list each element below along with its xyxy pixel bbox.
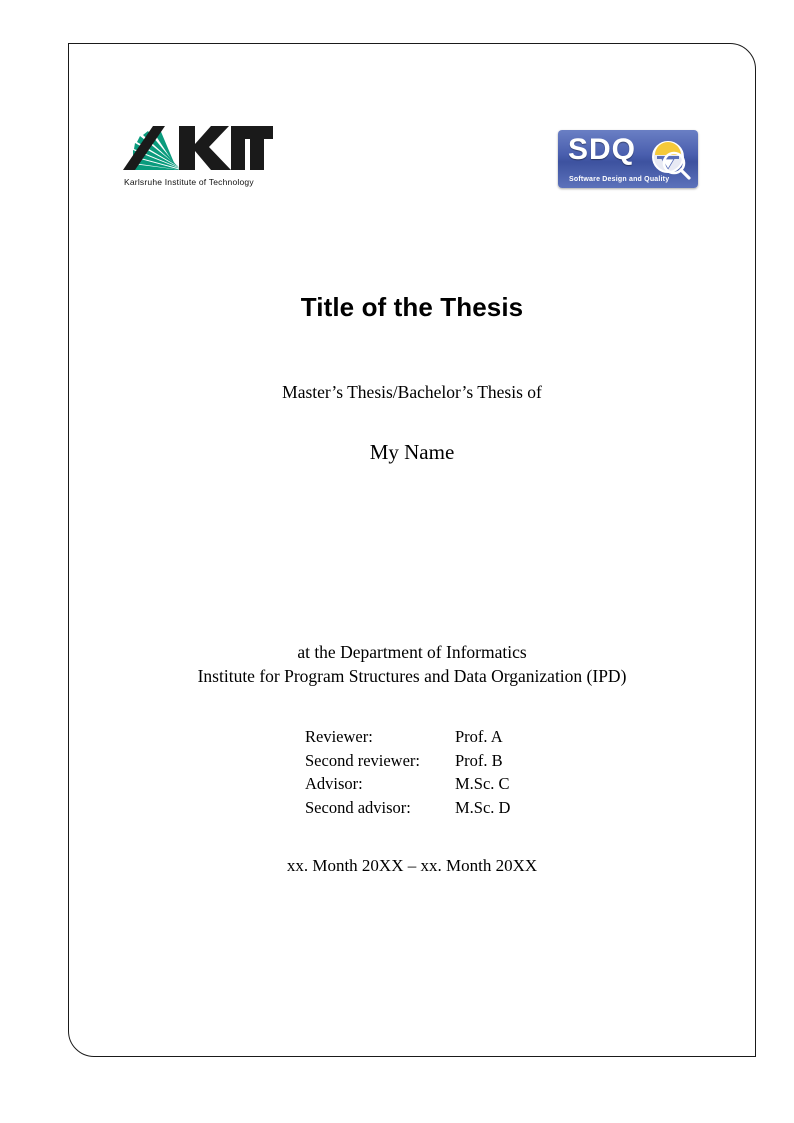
department-line-1: at the Department of Informatics [297,642,527,662]
reviewer-role-label: Reviewer: [305,727,373,746]
second-reviewer-name: Prof. B [455,750,503,770]
author-name: My Name [369,440,455,464]
second-advisor-name: M.Sc. D [455,797,511,817]
sdq-logo-wordmark: SDQ [568,133,637,166]
table-row [305,772,510,796]
sdq-logo-tagline: Software Design and Quality [569,176,670,183]
table-row [305,749,510,773]
kit-logo-subtitle: Karlsruhe Institute of Technology [124,177,254,187]
people-table [305,725,510,819]
thesis-type-line: Master’s Thesis/Bachelor’s Thesis of [282,382,542,402]
sdq-logo [558,130,698,188]
logo-row [68,110,756,220]
second-reviewer-role-label: Second reviewer: [305,750,420,770]
department-block [68,640,756,688]
second-advisor-role-label: Second advisor: [305,797,411,817]
advisor-name: M.Sc. C [455,774,510,793]
department-line-2: Institute for Program Structures and Data Organization (IPD) [197,666,627,686]
date-range: xx. Month 20XX – xx. Month 20XX [286,856,538,875]
table-row [305,796,510,820]
sdq-seal-icon [648,137,692,181]
table-row [305,725,510,749]
kit-logo-mark [123,124,273,172]
advisor-role-label: Advisor: [305,774,363,793]
reviewer-name: Prof. A [455,727,503,746]
kit-logo [123,124,343,204]
thesis-title: Title of the Thesis [300,292,524,322]
